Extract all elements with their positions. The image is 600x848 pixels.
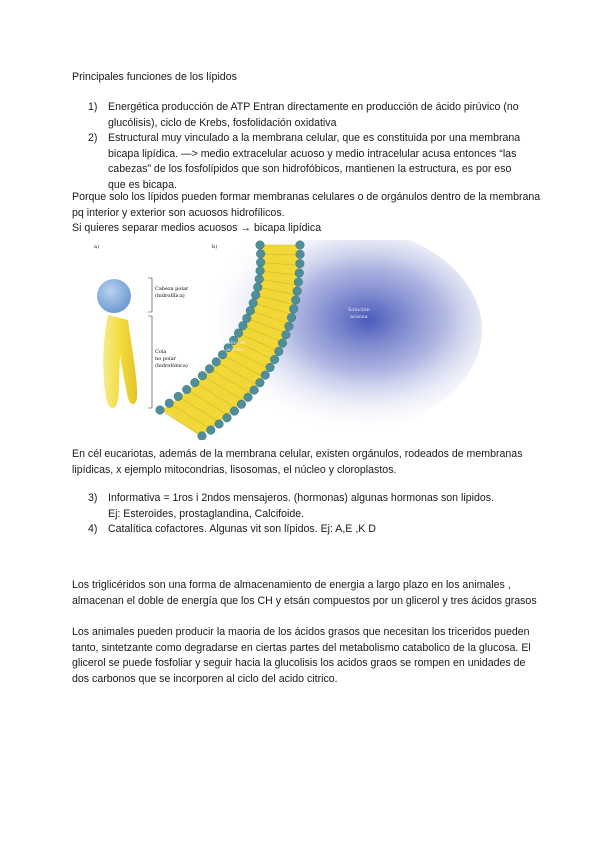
bilayer-head (296, 250, 305, 259)
bilayer-head (270, 355, 279, 364)
bilayer-head (212, 358, 221, 367)
list-item (88, 522, 528, 538)
label-a: a) (94, 244, 99, 250)
bilayer-head (249, 299, 258, 308)
head-bracket (148, 278, 152, 312)
bilayer-head (296, 241, 305, 250)
lipid-head (97, 279, 131, 313)
list-item (88, 491, 528, 522)
bilayer-head (244, 393, 253, 402)
paragraph: En cél eucariotas, además de la membrana celular, existen orgánulos, rodeados de membranas lipídicas, x ejemplo mitocondrias, lisosomas, el núcleo y cloroplastos. (72, 448, 523, 476)
bilayer-head (256, 241, 265, 250)
bilayer-head (239, 321, 248, 330)
bilayer-head (182, 385, 191, 394)
bilayer-head (246, 306, 255, 315)
bilayer-head (291, 296, 300, 305)
solution-right-line1: Solución (348, 307, 370, 313)
solution-left-line1: Solución (224, 340, 246, 346)
bilayer-head (237, 400, 246, 409)
paragraph: Si quieres separar medios acuosos → bicapa lipídica (72, 222, 322, 234)
list-text: Informativa = 1ros i 2ndos mensajeros. (hormonas) algunas hormonas son lipidos. (108, 492, 494, 504)
bilayer-head (174, 392, 183, 401)
bilayer-head (295, 269, 304, 278)
bilayer-head (207, 426, 216, 435)
bilayer-head (250, 386, 259, 395)
bilayer-head (261, 371, 270, 380)
bilayer-head (234, 329, 243, 338)
bilayer-head (205, 365, 214, 374)
list-text: Energética producción de ATP Entran directamente en producción de ácido pirúvico (no glucólisis), ciclo de Krebs, fosfolidación oxidativa (108, 101, 519, 129)
lipid-tail (103, 315, 137, 408)
list-number: 1) (88, 101, 98, 113)
list-number: 4) (88, 523, 98, 535)
tail-label-line1: Cola (155, 349, 167, 355)
bilayer-head (296, 259, 305, 268)
head-label-line2: (hidrofílica) (155, 293, 185, 299)
bilayer-head (294, 278, 303, 287)
bilayer-head (266, 363, 275, 372)
list-item (88, 100, 528, 131)
bilayer-head (278, 339, 287, 348)
solution-left-line2: acuosa (226, 347, 244, 353)
solution-right-line2: acuosa (350, 314, 368, 320)
head-label-line1: Cabeza polar (155, 286, 189, 292)
bilayer-head (165, 399, 174, 408)
bilayer-head (198, 432, 207, 440)
bilayer-head (287, 313, 296, 322)
bilayer-head (198, 371, 207, 380)
bilayer-head (256, 267, 265, 276)
bilayer-head (256, 250, 265, 259)
bilayer-head (289, 305, 298, 314)
list-subtext: Ej: Esteroides, prostaglandina, Calcifoide. (108, 507, 305, 520)
tail-bracket (148, 316, 152, 408)
tail-label-line2: no polar (155, 356, 177, 362)
bilayer-head (255, 275, 264, 284)
label-b: b) (212, 244, 218, 250)
list-number: 3) (88, 492, 98, 504)
bilayer-head (293, 287, 302, 296)
paragraph: Los triglicéridos son una forma de almacenamiento de energia a largo plazo en los animales , almacenan el doble de energía que los CH y etsán compuestos por un glicerol y tres ácidos grasos (72, 579, 537, 607)
bilayer-head (191, 378, 200, 387)
paragraph: Porque solo los lípidos pueden formar membranas celulares o de orgánulos dentro de la membrana pq interior y exterior son acuosos hidrofílicos. (72, 191, 541, 219)
paragraph: Los animales pueden producir la maoria de los ácidos grasos que necesitan los triceridos pueden tanto, sintetzante como degradarse en ciertas partes del metabolismo catabolico de la glucosa. El glicerol se puede fosfoliar y seguir hacia la glucolisis los acidos graos se rompen en unidades de dos carbonos que se incorporen al ciclo del acido citrico. (72, 626, 531, 685)
bilayer-head (282, 331, 291, 340)
bilayer-head (256, 258, 265, 267)
bilayer-head (251, 291, 260, 300)
bilayer-head (230, 407, 239, 416)
lipid-figure (72, 240, 512, 440)
list-number: 2) (88, 132, 98, 144)
bilayer-illustration (72, 240, 512, 440)
page-title: Principales funciones de los lípidos (72, 71, 237, 83)
bilayer-head (285, 322, 294, 331)
bilayer-head (253, 283, 262, 292)
bilayer-head (156, 406, 165, 415)
bilayer-head (215, 420, 224, 429)
list-item (88, 131, 528, 193)
list-text: Catalítica cofactores. Algunas vit son lípidos. Ej: A,E ,K D (108, 523, 376, 535)
bilayer-head (223, 413, 232, 422)
list-text: Estructural muy vinculado a la membrana celular, que es constituida por una membrana bicapa lipídica. —> medio extracelular acuoso y medio intracelular acusa entonces “las cabezas” de los fosfolípidos que son hidrofóbicos, mantienen la estructura, es por eso que es bicapa. (108, 132, 521, 191)
tail-label-line3: (hidrofóbica) (155, 363, 188, 369)
bilayer-head (256, 378, 265, 387)
bilayer-head (275, 347, 284, 356)
